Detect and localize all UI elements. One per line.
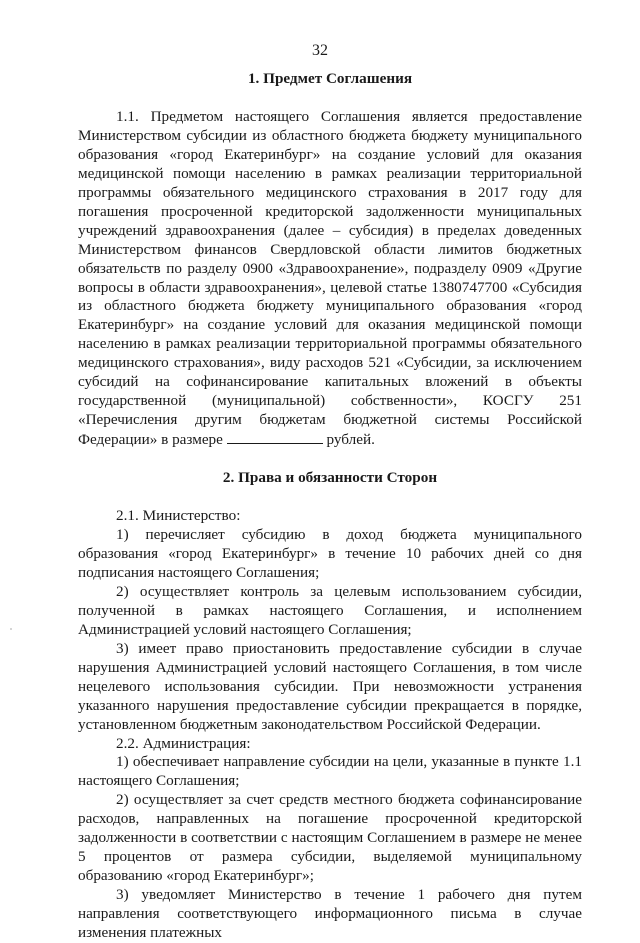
paragraph-2-2: 2.2. Администрация: [116,734,251,752]
paragraph-2-1: 2.1. Министерство: [116,507,241,525]
paragraph-2-2-item-1: 1) обеспечивает направление субсидии на цели, указанные в пункте 1.1 настоящего Соглашения; [78,753,582,790]
paragraph-2-2-item-3: 3) уведомляет Министерство в течение 1 рабочего дня путем направления соответствующего информационного письма в случае изменения платежных [78,886,582,942]
document-body [78,70,582,943]
paragraph-2-1-item-2: 2) осуществляет контроль за целевым использованием субсидии, полученной в рамках настоящего Соглашения, и исполнением Администрацией условий настоящего Соглашения; [78,582,582,638]
scan-artifact [10,628,12,630]
section-1-heading: 1. Предмет Соглашения [247,70,413,87]
paragraph-1-1-text: 1.1. Предметом настоящего Соглашения является предоставление Министерством субсидии из областного бюджета бюджету муниципального образования «город Екатеринбург» на создание условий для оказания медицинской помощи населению в рамках реализации территориальной программы обязательного медицинского страхования в 2017 году для погашения просроченной кредиторской задолженности муниципальных учреждений здравоохранения (далее – субсидия) в пределах доведенных Министерством финансов Свердловской области лимитов бюджетных обязательств по разделу 0900 «Здравоохранение», подразделу 0909 «Другие вопросы в области здравоохранения», целевой статье 1380747700 «Субсидия из областного бюджета бюджету муниципального образования «город Екатеринбург» на создание условий для оказания медицинской помощи населению в рамках реализации территориальной программы обязательного медицинского страхования», виду расходов 521 «Субсидии, за исключением субсидий на софинансирование капитальных вложений в объекты государственной (муниципальной) собственности», КОСГУ 251 «Перечисления другим бюджетам бюджетной системы Российской Федерации» в размере [78,107,582,449]
paragraph-1-1-currency: рублей. [326,431,375,449]
amount-blank-field [227,430,323,444]
page-number: 32 [312,42,328,59]
paragraph-2-1-item-3: 3) имеет право приостановить предоставление субсидии в случае нарушения Администрацией условий настоящего Соглашения, в том числе нецелевого использования субсидии. При невозможности устранения указанного нарушения предоставление субсидии прекращается в порядке, установленном бюджетным законодательством Российской Федерации. [78,639,582,733]
paragraph-2-2-item-2: 2) осуществляет за счет средств местного бюджета софинансирование расходов, направленных на погашение просроченной кредиторской задолженности в соответствии с настоящим Соглашением в размере не менее 5 процентов от размера субсидии, выделяемой муниципальному образованию «город Екатеринбург»; [78,791,582,885]
section-2-heading: 2. Права и обязанности Сторон [222,469,438,487]
paragraph-2-1-item-1: 1) перечисляет субсидию в доход бюджета муниципального образования «город Екатеринбург» в течение 10 рабочих дней со дня подписания настоящего Соглашения; [78,526,582,581]
paragraph-1-1 [78,108,582,450]
